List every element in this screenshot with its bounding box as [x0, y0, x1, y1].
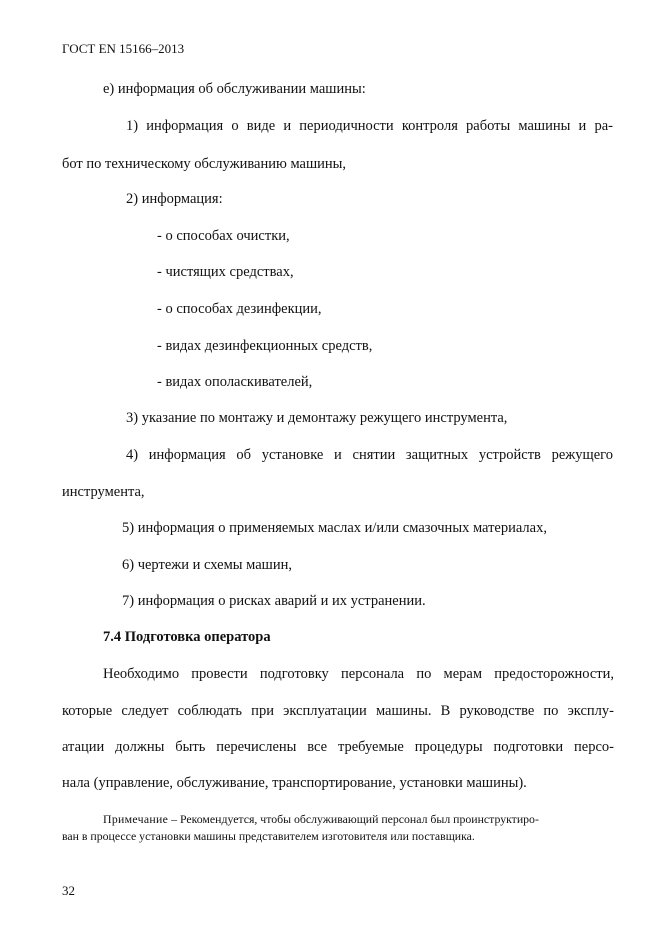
note-dash: –	[171, 812, 178, 826]
bullet-item: - о способах очистки,	[157, 228, 290, 244]
paragraph-line: атации должны быть перечислены все требуемые процедуры подготовки персо-	[62, 739, 614, 755]
bullet-item: - чистящих средствах,	[157, 264, 294, 280]
list-item-3: 3) указание по монтажу и демонтажу режущего инструмента,	[126, 410, 508, 426]
paragraph-line: которые следует соблюдать при эксплуатации машины. В руководстве по эксплу-	[62, 703, 614, 719]
list-item-7: 7) информация о рисках аварий и их устранении.	[122, 593, 426, 609]
note-text: Рекомендуется, чтобы обслуживающий персонал был проинструктиро-	[179, 812, 539, 826]
note-line-2: ван в процессе установки машины представителем изготовителя или поставщика.	[62, 829, 475, 843]
paragraph-line: Необходимо провести подготовку персонала по мерам предосторожности,	[103, 666, 614, 682]
page-number: 32	[62, 883, 75, 898]
list-item-5: 5) информация о применяемых маслах и/или смазочных материалах,	[122, 520, 547, 536]
list-item-1-line1: 1) информация о виде и периодичности контроля работы машины и ра-	[126, 118, 613, 134]
note-line-1	[103, 811, 614, 827]
list-item-4-line1: 4) информация об установке и снятии защитных устройств режущего	[126, 447, 613, 463]
bullet-item: - видах ополаскивателей,	[157, 374, 313, 390]
note-label: Примечание	[103, 812, 169, 826]
document-header: ГОСТ EN 15166–2013	[62, 41, 185, 56]
list-item-1-line2: бот по техническому обслуживанию машины,	[62, 156, 347, 172]
list-item-e: е) информация об обслуживании машины:	[103, 81, 366, 97]
paragraph-line: нала (управление, обслуживание, транспортирование, установки машины).	[62, 775, 527, 791]
bullet-item: - видах дезинфекционных средств,	[157, 338, 373, 354]
list-item-6: 6) чертежи и схемы машин,	[122, 557, 292, 573]
bullet-item: - о способах дезинфекции,	[157, 301, 322, 317]
list-item-2: 2) информация:	[126, 191, 223, 207]
list-item-4-line2: инструмента,	[62, 484, 145, 500]
section-heading: 7.4 Подготовка оператора	[103, 629, 271, 645]
